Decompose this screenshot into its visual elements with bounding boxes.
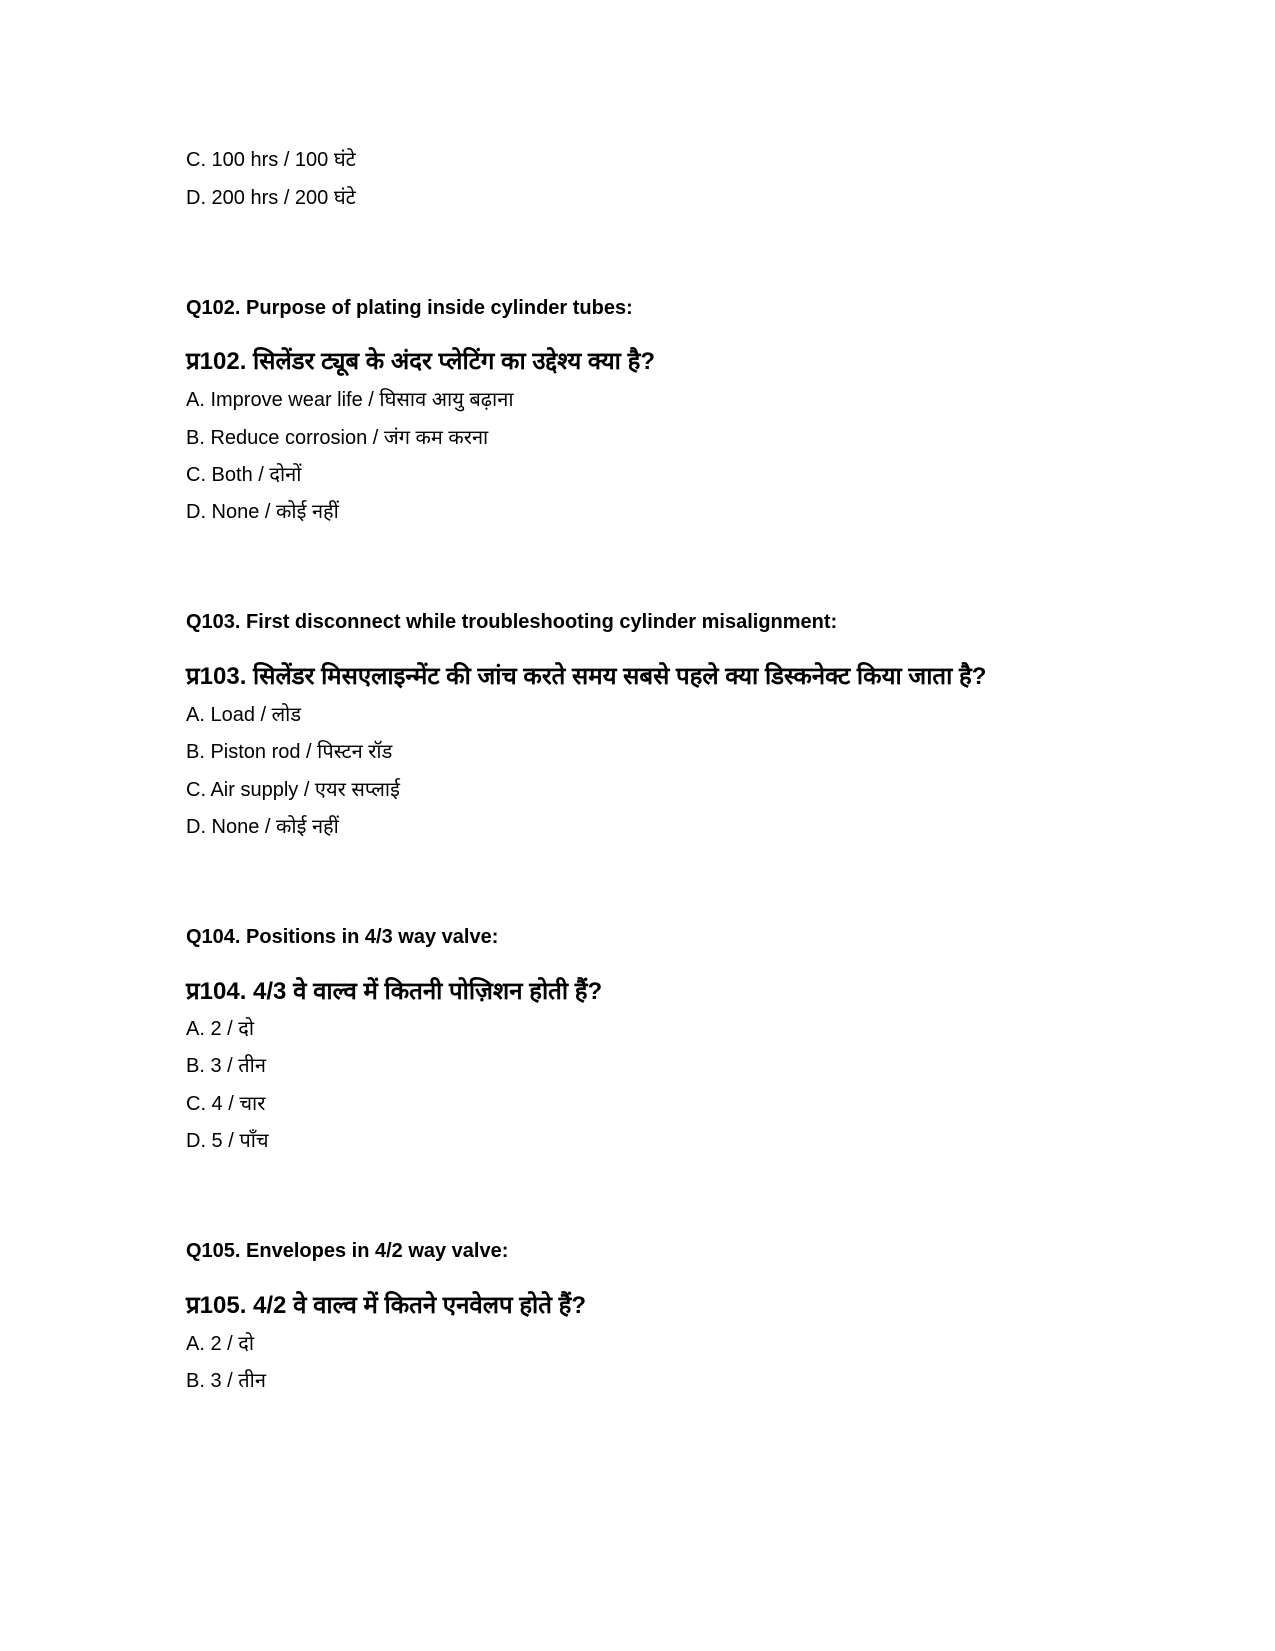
question-103-hi: प्र103. सिलेंडर मिसएलाइन्मेंट की जांच करते समय सबसे पहले क्या डिस्कनेक्ट किया जाता है? [186, 663, 987, 690]
option-c-q104: C. 4 / चार [186, 1093, 266, 1115]
question-105-en: Q105. Envelopes in 4/2 way valve: [186, 1240, 509, 1262]
question-103-en: Q103. First disconnect while troubleshooting cylinder misalignment: [186, 611, 838, 633]
option-d-q101: D. 200 hrs / 200 घंटे [186, 187, 356, 209]
option-b-q102: B. Reduce corrosion / जंग कम करना [186, 427, 489, 449]
option-d-q102: D. None / कोई नहीं [186, 501, 339, 523]
option-d-q104: D. 5 / पाँच [186, 1130, 269, 1152]
option-c-q102: C. Both / दोनों [186, 464, 302, 486]
question-102-en: Q102. Purpose of plating inside cylinder tubes: [186, 297, 633, 319]
option-a-q103: A. Load / लोड [186, 704, 302, 726]
option-a-q104: A. 2 / दो [186, 1018, 255, 1040]
option-a-q105: A. 2 / दो [186, 1333, 255, 1355]
option-a-q102: A. Improve wear life / घिसाव आयु बढ़ाना [186, 389, 514, 411]
question-104-en: Q104. Positions in 4/3 way valve: [186, 926, 499, 948]
option-d-q103: D. None / कोई नहीं [186, 816, 339, 838]
option-b-q105: B. 3 / तीन [186, 1370, 266, 1392]
question-102-hi: प्र102. सिलेंडर ट्यूब के अंदर प्लेटिंग का उद्देश्य क्या है? [186, 348, 655, 375]
option-c-q103: C. Air supply / एयर सप्लाई [186, 779, 400, 801]
option-b-q103: B. Piston rod / पिस्टन रॉड [186, 741, 393, 763]
question-105-hi: प्र105. 4/2 वे वाल्व में कितने एनवेलप होते हैं? [186, 1292, 587, 1319]
question-104-hi: प्र104. 4/3 वे वाल्व में कितनी पोज़िशन होती हैं? [186, 978, 603, 1005]
option-b-q104: B. 3 / तीन [186, 1055, 266, 1077]
option-c-q101: C. 100 hrs / 100 घंटे [186, 149, 356, 171]
